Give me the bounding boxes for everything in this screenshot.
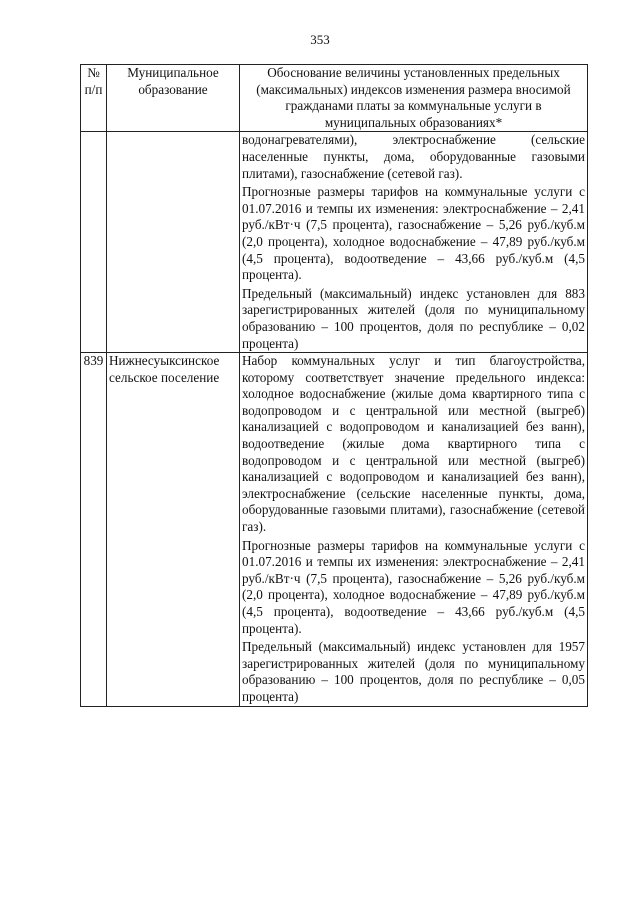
paragraph: Прогнозные размеры тарифов на коммунальные услуги с 01.07.2016 и темпы их изменения: электроснабжение – 2,41 руб./кВт·ч (7,5 процента), газоснабжение – 5,26 руб./куб.м (2,0 процента), холодное водоснабжение – 47,89 руб./куб.м (4,5 процента), водоотведение – 43,66 руб./куб.м (4,5 процента).: [242, 537, 585, 636]
table-row: [81, 353, 588, 706]
paragraph: водонагревателями), электроснабжение (сельские населенные пункты, дома, оборудованные газовыми плитами), газоснабжение (сетевой газ).: [242, 132, 585, 181]
row-municipality: Нижнесуыксинское сельское поселение: [107, 353, 240, 706]
page-number: 353: [310, 32, 330, 47]
row-municipality: [107, 132, 240, 353]
row-justification: [240, 132, 588, 353]
tariff-table: [80, 64, 588, 707]
paragraph: Прогнозные размеры тарифов на коммунальные услуги с 01.07.2016 и темпы их изменения: электроснабжение – 2,41 руб./кВт·ч (7,5 процента), газоснабжение – 5,26 руб./куб.м (2,0 процента), холодное водоснабжение – 47,89 руб./куб.м (4,5 процента), водоотведение – 43,66 руб./куб.м (4,5 процента).: [242, 184, 585, 283]
paragraph: Набор коммунальных услуг и тип благоустройства, которому соответствует значение предельного индекса: холодное водоснабжение (жилые дома квартирного типа с водопроводом и с центральной или местной (выгреб) канализацией с водопроводом и канализацией без ванн), водоотведение (жилые дома квартирного типа с водопроводом и с центральной или местной (выгреб) канализацией с водопроводом и канализацией без ванн), электроснабжение (сельские населенные пункты, дома, оборудованные газовыми плитами), газоснабжение (сетевой газ).: [242, 353, 585, 535]
row-number: [81, 132, 107, 353]
header-number: № п/п: [81, 65, 107, 132]
paragraph: Предельный (максимальный) индекс установлен для 1957 зарегистрированных жителей (доля по муниципальному образованию – 100 процентов, доля по республике – 0,05 процента): [242, 639, 585, 704]
header-municipality: Муниципальное образование: [107, 65, 240, 132]
paragraph: Предельный (максимальный) индекс установлен для 883 зарегистрированных жителей (доля по муниципальному образованию – 100 процентов, доля по республике – 0,02 процента): [242, 285, 585, 351]
table-header-row: [81, 65, 588, 132]
row-justification: [240, 353, 588, 706]
header-justification: Обоснование величины установленных предельных (максимальных) индексов изменения размера вносимой гражданами платы за коммунальные услуги в муниципальных образованиях*: [240, 65, 588, 132]
table-row: [81, 132, 588, 353]
row-number: 839: [81, 353, 107, 706]
